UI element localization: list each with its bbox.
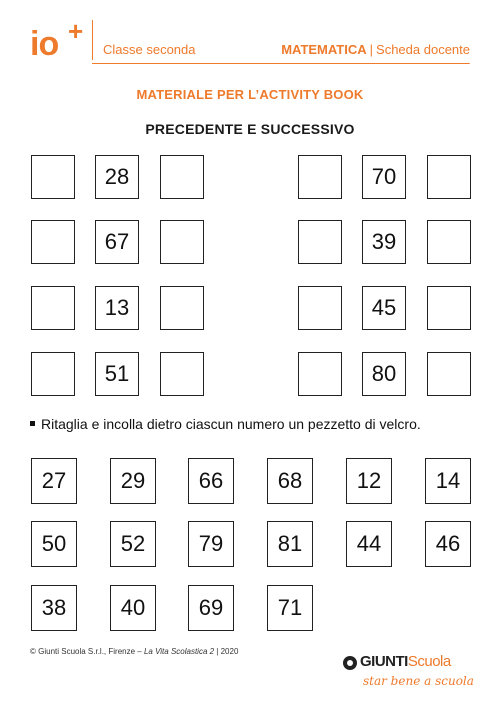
number-card: 38 [31,585,77,631]
number-card: 66 [188,458,234,504]
number-card: 52 [110,521,156,567]
number-card: 40 [110,585,156,631]
number-card: 50 [31,521,77,567]
number-box: 67 [95,220,139,264]
number-card: 29 [110,458,156,504]
next-box [160,220,204,264]
bullet-icon [30,421,35,426]
previous-box [298,220,342,264]
next-box [427,220,471,264]
previous-box [31,155,75,199]
previous-box [298,286,342,330]
instruction [30,416,421,432]
next-box [427,286,471,330]
number-box: 28 [95,155,139,199]
number-card: 69 [188,585,234,631]
exercise-title: PRECEDENTE E SUCCESSIVO [145,121,355,137]
previous-box [298,155,342,199]
copyright-suffix: | 2020 [214,647,239,656]
previous-box [31,352,75,396]
publisher-tagline: star bene a scuola [363,674,474,688]
section-title: MATERIALE PER L’ACTIVITY BOOK [136,87,364,102]
doc-type-label: Scheda docente [376,42,470,57]
number-box: 80 [362,352,406,396]
next-box [160,352,204,396]
previous-box [31,220,75,264]
brand-logo [30,16,90,63]
next-box [160,286,204,330]
header-separator: | [369,42,374,57]
next-box [427,155,471,199]
copyright-prefix: © Giunti Scuola S.r.l., Firenze – [30,647,144,656]
number-box: 70 [362,155,406,199]
class-label: Classe seconda [103,42,196,57]
number-card: 46 [425,521,471,567]
number-card: 44 [346,521,392,567]
logo-text: io [30,25,59,63]
logo-plus-icon: + [68,16,84,46]
header-divider [92,20,93,60]
publisher-light: Scuola [407,653,451,670]
number-card: 12 [346,458,392,504]
instruction-text: Ritaglia e incolla dietro ciascun numero un pezzetto di velcro. [41,416,421,432]
subject-header [281,42,470,57]
copyright-title: La Vita Scolastica 2 [143,647,215,656]
number-box: 39 [362,220,406,264]
number-card: 79 [188,521,234,567]
publisher-logo [343,653,473,693]
next-box [160,155,204,199]
previous-box [298,352,342,396]
number-box: 45 [362,286,406,330]
publisher-name [360,653,451,670]
number-card: 27 [31,458,77,504]
previous-box [31,286,75,330]
subject-label: MATEMATICA [281,42,367,57]
number-card: 68 [267,458,313,504]
number-box: 51 [95,352,139,396]
next-box [427,352,471,396]
publisher-bold: GIUNTI [360,653,408,670]
number-card: 81 [267,521,313,567]
header-rule [92,63,470,64]
copyright [30,647,238,656]
number-card: 71 [267,585,313,631]
number-card: 14 [425,458,471,504]
g-circle-icon [343,656,357,670]
number-box: 13 [95,286,139,330]
